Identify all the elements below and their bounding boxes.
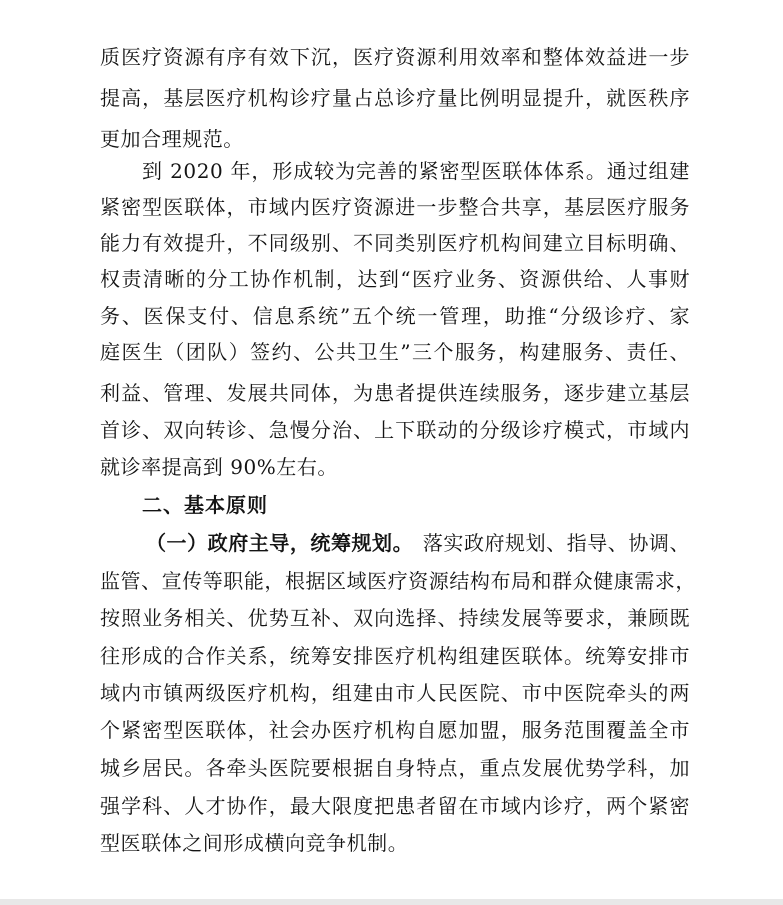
section-heading: 二、基本原则 bbox=[142, 493, 268, 517]
paragraph-line: 紧密型医联体，市域内医疗资源进一步整合共享，基层医疗服务 bbox=[100, 195, 690, 219]
paragraph-line: 按照业务相关、优势互补、双向选择、持续发展等要求，兼顾既 bbox=[100, 606, 690, 630]
principle-lead: （一）政府主导，统筹规划。 bbox=[146, 531, 414, 555]
principle-first-line-rest: 落实政府规划、指导、协调、 bbox=[422, 531, 690, 555]
paragraph-line: 城乡居民。各牵头医院要根据自身特点，重点发展优势学科，加 bbox=[100, 756, 690, 780]
paragraph-line: 往形成的合作关系，统筹安排医疗机构组建医联体。统筹安排市 bbox=[100, 644, 690, 668]
paragraph-line: 型医联体之间形成横向竞争机制。 bbox=[100, 831, 409, 855]
paragraph-line: 能力有效提升，不同级别、不同类别医疗机构间建立目标明确、 bbox=[100, 231, 690, 255]
paragraph-line: 到 2020 年，形成较为完善的紧密型医联体体系。通过组建 bbox=[142, 159, 690, 183]
paragraph-line: 庭医生（团队）签约、公共卫生”三个服务，构建服务、责任、 bbox=[100, 340, 690, 364]
paragraph-line: 利益、管理、发展共同体，为患者提供连续服务，逐步建立基层 bbox=[100, 381, 690, 405]
paragraph-line: 监管、宣传等职能，根据区域医疗资源结构布局和群众健康需求， bbox=[100, 569, 696, 593]
paragraph-line: 个紧密型医联体，社会办医疗机构自愿加盟，服务范围覆盖全市 bbox=[100, 718, 690, 742]
page-bottom-divider bbox=[0, 899, 783, 905]
principle-first-line bbox=[146, 526, 690, 560]
paragraph-line: 强学科、人才协作，最大限度把患者留在市域内诊疗，两个紧密 bbox=[100, 794, 690, 818]
paragraph-line: 质医疗资源有序有效下沉，医疗资源利用效率和整体效益进一步 bbox=[100, 45, 690, 69]
paragraph-line: 更加合理规范。 bbox=[100, 127, 244, 151]
paragraph-line: 就诊率提高到 90%左右。 bbox=[100, 455, 338, 479]
paragraph-line: 提高，基层医疗机构诊疗量占总诊疗量比例明显提升，就医秩序 bbox=[100, 86, 690, 110]
paragraph-line: 务、医保支付、信息系统”五个统一管理，助推“分级诊疗、家 bbox=[100, 304, 690, 328]
paragraph-line: 域内市镇两级医疗机构，组建由市人民医院、市中医院牵头的两 bbox=[100, 681, 690, 705]
paragraph-line: 首诊、双向转诊、急慢分治、上下联动的分级诊疗模式，市域内 bbox=[100, 418, 690, 442]
paragraph-line: 权责清晰的分工协作机制，达到“医疗业务、资源供给、人事财 bbox=[100, 267, 690, 291]
